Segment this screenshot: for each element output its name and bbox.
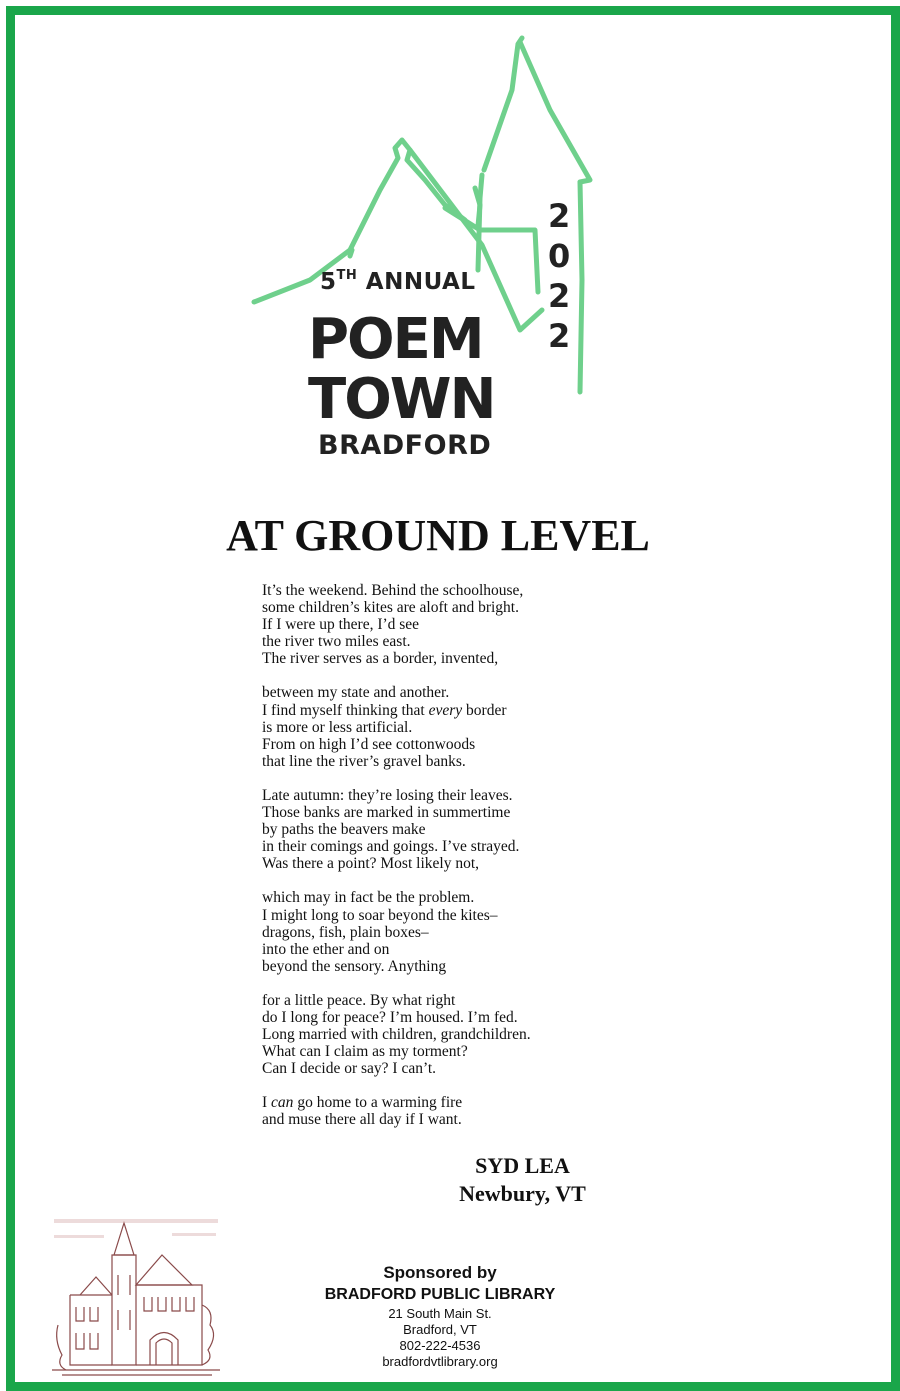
year-digit: 0 bbox=[548, 237, 571, 275]
poem-line: If I were up there, I’d see bbox=[262, 616, 420, 634]
poem-line: do I long for peace? I’m housed. I’m fed. bbox=[262, 1008, 518, 1026]
sponsor-library: BRADFORD PUBLIC LIBRARY bbox=[324, 1286, 556, 1303]
poem-line: I might long to soar beyond the kites– bbox=[262, 906, 498, 924]
stanza bbox=[262, 889, 682, 974]
poem-line: The river serves as a border, invented, bbox=[262, 650, 499, 668]
poem-line: between my state and another. bbox=[262, 684, 450, 702]
sponsor-heading: Sponsored by bbox=[383, 1263, 497, 1282]
logo-poem-word: POEM bbox=[308, 307, 483, 372]
logo-bradford-word: BRADFORD bbox=[318, 430, 492, 461]
stanza bbox=[262, 582, 682, 667]
poem-line: the river two miles east. bbox=[262, 633, 411, 651]
poem-line: some children’s kites are aloft and bright. bbox=[262, 599, 519, 617]
poem-title: AT GROUND LEVEL bbox=[226, 511, 650, 560]
poem-line: that line the river’s gravel banks. bbox=[262, 752, 466, 770]
year-digit: 2 bbox=[548, 317, 571, 355]
poem-line: Those banks are marked in summertime bbox=[262, 804, 511, 822]
sponsor-phone: 802-222-4536 bbox=[399, 1338, 481, 1353]
stanza bbox=[262, 787, 682, 872]
poem-line: and muse there all day if I want. bbox=[262, 1111, 462, 1129]
library-building-sketch bbox=[52, 1215, 220, 1380]
author-credit bbox=[400, 1152, 645, 1208]
annual-label: 5TH ANNUAL bbox=[320, 268, 476, 295]
poem-line: dragons, fish, plain boxes– bbox=[262, 923, 429, 941]
stanza bbox=[262, 992, 682, 1077]
author-name: SYD LEA bbox=[475, 1153, 570, 1178]
poem-line: Late autumn: they’re losing their leaves. bbox=[262, 786, 513, 804]
poem-line: Long married with children, grandchildren. bbox=[262, 1026, 531, 1044]
poem-line: I find myself thinking that every border bbox=[262, 701, 507, 719]
poem-line: into the ether and on bbox=[262, 940, 390, 958]
poem-line: in their comings and goings. I’ve strayed. bbox=[262, 838, 520, 856]
poem-line: beyond the sensory. Anything bbox=[262, 957, 447, 975]
poem-line: which may in fact be the problem. bbox=[262, 889, 475, 907]
poem-line: Can I decide or say? I can’t. bbox=[262, 1060, 437, 1078]
year-digit: 2 bbox=[548, 197, 571, 235]
year-digit: 2 bbox=[548, 277, 571, 315]
poem-line: What can I claim as my torment? bbox=[262, 1043, 468, 1061]
sponsor-address: 21 South Main St. bbox=[388, 1306, 492, 1321]
stanza bbox=[262, 684, 682, 769]
sponsor-website[interactable]: bradfordvtlibrary.org bbox=[382, 1354, 498, 1369]
poem-body bbox=[262, 582, 682, 1146]
poem-line: From on high I’d see cottonwoods bbox=[262, 735, 476, 753]
poem-line: I can go home to a warming fire bbox=[262, 1094, 463, 1112]
logo-town-word: TOWN bbox=[308, 367, 495, 432]
poem-line: Was there a point? Most likely not, bbox=[262, 855, 479, 873]
author-location: Newbury, VT bbox=[459, 1181, 586, 1206]
poem-line: It’s the weekend. Behind the schoolhouse, bbox=[262, 582, 524, 599]
sponsor-city: Bradford, VT bbox=[403, 1322, 477, 1337]
poem-line: by paths the beavers make bbox=[262, 821, 426, 839]
stanza bbox=[262, 1094, 682, 1128]
poem-line: is more or less artificial. bbox=[262, 718, 413, 736]
sponsor-block bbox=[290, 1262, 590, 1370]
poem-line: for a little peace. By what right bbox=[262, 991, 456, 1009]
